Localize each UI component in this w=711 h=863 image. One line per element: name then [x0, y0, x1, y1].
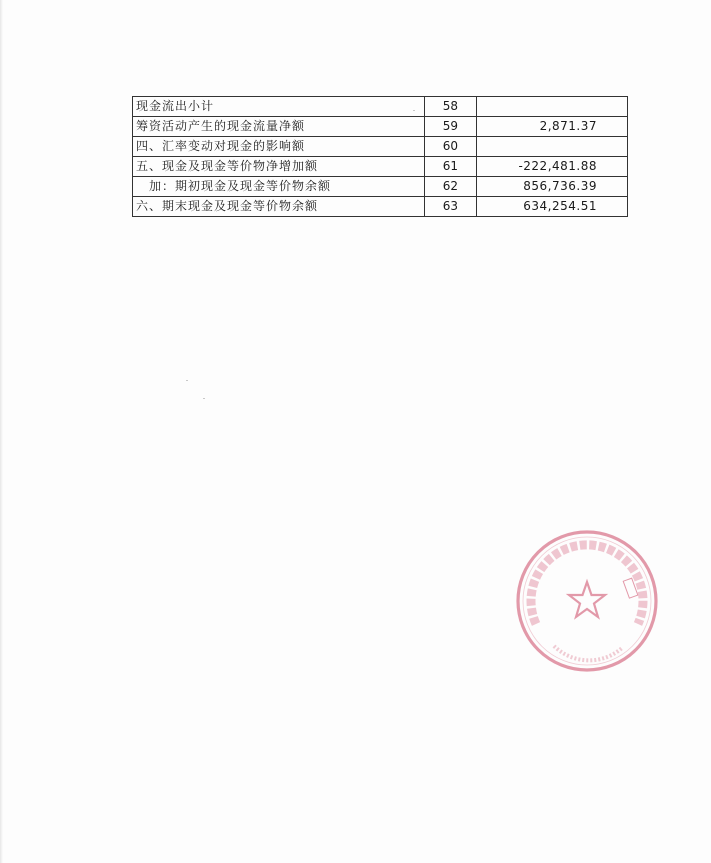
table-row	[133, 117, 628, 137]
table-row	[133, 157, 628, 177]
line-number-cell: 58	[424, 97, 476, 117]
scan-speck	[413, 110, 415, 111]
line-number-cell: 60	[424, 137, 476, 157]
company-seal-stamp	[514, 528, 660, 674]
item-cell: 六、期末现金及现金等价物余额	[133, 197, 425, 217]
amount-cell: 634,254.51	[477, 197, 628, 217]
line-number-cell: 63	[424, 197, 476, 217]
table-row	[133, 197, 628, 217]
amount-cell	[477, 137, 628, 157]
table-row	[133, 97, 628, 117]
scan-speck	[186, 380, 188, 381]
amount-cell: -222,481.88	[477, 157, 628, 177]
line-number-cell: 62	[424, 177, 476, 197]
item-cell: 五、现金及现金等价物净增加额	[133, 157, 425, 177]
cash-flow-table	[132, 96, 628, 217]
line-number-cell: 61	[424, 157, 476, 177]
amount-cell	[477, 97, 628, 117]
amount-cell: 856,736.39	[477, 177, 628, 197]
amount-cell: 2,871.37	[477, 117, 628, 137]
table-row	[133, 177, 628, 197]
table-row	[133, 137, 628, 157]
item-cell: 加：期初现金及现金等价物余额	[133, 177, 425, 197]
scan-speck	[203, 398, 205, 399]
item-cell: 筹资活动产生的现金流量净额	[133, 117, 425, 137]
item-cell: 四、汇率变动对现金的影响额	[133, 137, 425, 157]
scan-edge-shadow	[0, 0, 3, 863]
line-number-cell: 59	[424, 117, 476, 137]
item-cell: 现金流出小计	[133, 97, 425, 117]
